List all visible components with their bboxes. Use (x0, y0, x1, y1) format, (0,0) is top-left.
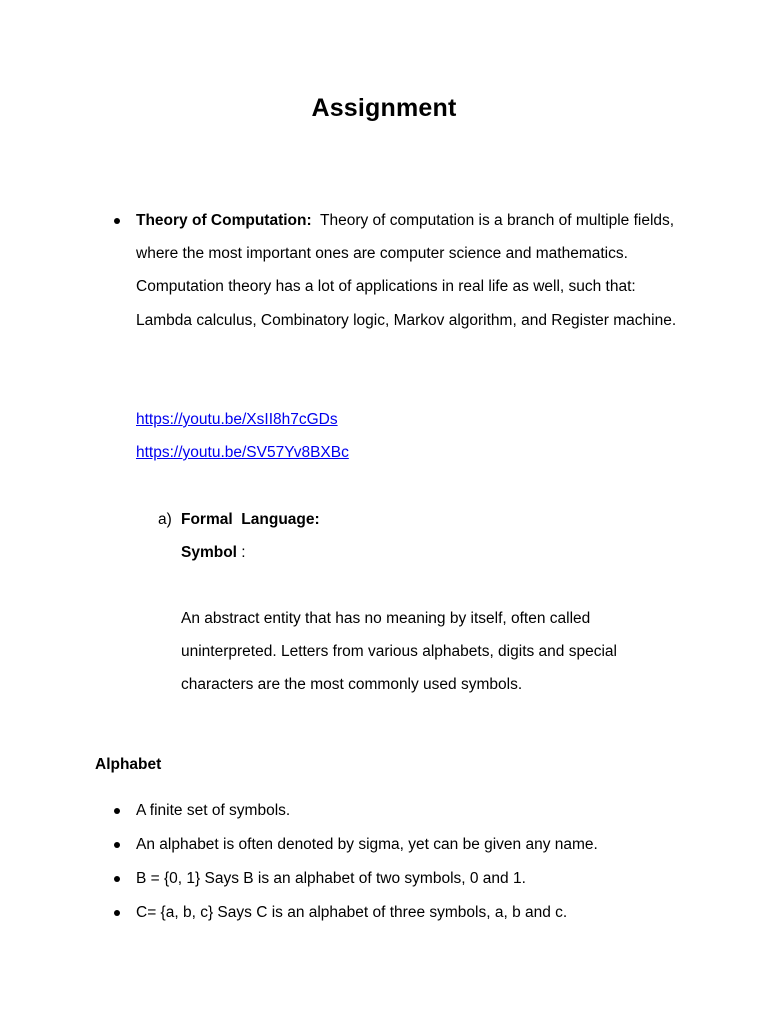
symbol-colon: : (241, 544, 246, 561)
alphabet-item: B = {0, 1} Says B is an alphabet of two symbols, 0 and 1. (136, 870, 526, 887)
theory-paragraph (136, 204, 681, 337)
alphabet-heading: Alphabet (95, 756, 162, 773)
theory-body: Theory of computation is a branch of multiple fields, where the most important ones are computer science and mathematics. Computation theory has a lot of applications in real life as well, such that: Lambda calculus, Combinatory logic, Markov algorithm, and Register machine. (136, 212, 677, 329)
youtube-link-1[interactable]: https://youtu.be/XsII8h7cGDs (136, 411, 338, 428)
bullet-icon (114, 876, 120, 882)
link-line-2 (136, 444, 349, 462)
theory-heading: Theory of Computation: (136, 212, 312, 229)
alphabet-item: A finite set of symbols. (136, 802, 291, 819)
link-line-1 (136, 411, 338, 429)
section-a-marker: a) (158, 511, 172, 528)
bullet-icon (114, 218, 120, 224)
bullet-icon (114, 910, 120, 916)
bullet-icon (114, 842, 120, 848)
alphabet-item: C= {a, b, c} Says C is an alphabet of three symbols, a, b and c. (136, 904, 568, 921)
symbol-line (181, 544, 246, 562)
alphabet-item: An alphabet is often denoted by sigma, yet can be given any name. (136, 836, 598, 853)
symbol-description: An abstract entity that has no meaning by itself, often called uninterpreted. Letters from various alphabets, digits and special characters are the most commonly used symbols. (181, 610, 617, 694)
symbol-label: Symbol (181, 544, 237, 561)
bullet-icon (114, 808, 120, 814)
section-a-heading: Formal Language: (181, 511, 320, 528)
youtube-link-2[interactable]: https://youtu.be/SV57Yv8BXBc (136, 444, 349, 461)
page-title: Assignment (311, 94, 457, 122)
